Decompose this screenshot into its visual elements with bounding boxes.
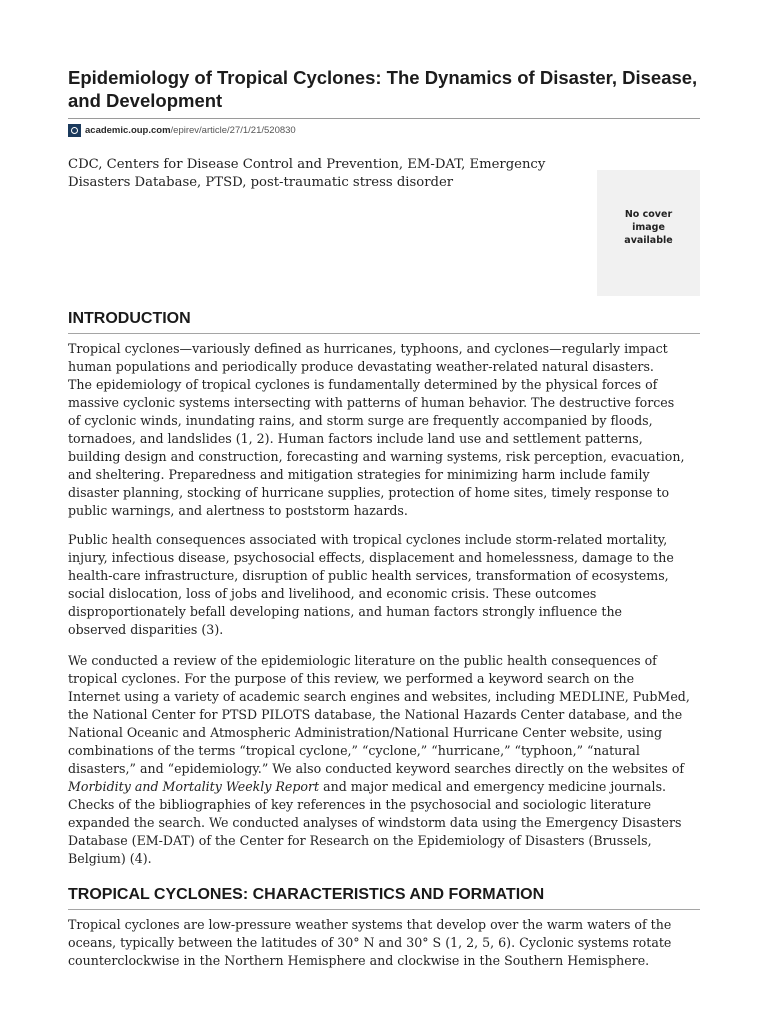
intro-paragraph-1	[68, 340, 700, 520]
cover-placeholder-text: No cover image available	[624, 208, 673, 246]
text-line: tornadoes, and landslides (1, 2). Human factors include land use and settlement patterns,	[68, 431, 643, 446]
text-line: Tropical cyclones are low-pressure weather systems that develop over the warm waters of the	[68, 917, 672, 932]
text-line: social dislocation, loss of jobs and livelihood, and economic crisis. These outcomes	[68, 586, 597, 601]
text-line: and sheltering. Preparedness and mitigation strategies for minimizing harm include family	[68, 467, 650, 482]
text-line: public warnings, and alertness to poststorm hazards.	[68, 503, 408, 518]
text-line: observed disparities (3).	[68, 622, 224, 637]
text-line: expanded the search. We conducted analyses of windstorm data using the Emergency Disasters	[68, 815, 682, 830]
text-line: health-care infrastructure, disruption of public health services, transformation of ecosystems,	[68, 568, 669, 583]
text-line: National Oceanic and Atmospheric Administration/National Hurricane Center website, using	[68, 725, 663, 740]
section-heading-introduction: INTRODUCTION	[68, 310, 191, 327]
text-line: injury, infectious disease, psychosocial effects, displacement and homelessness, damage to the	[68, 550, 674, 565]
text-line: the National Center for PTSD PILOTS database, the National Hazards Center database, and the	[68, 707, 683, 722]
text-line: combinations of the terms “tropical cyclone,” “cyclone,” “hurricane,” “typhoon,” “natural	[68, 743, 640, 758]
section-divider	[68, 909, 700, 910]
text-line: building design and construction, forecasting and warning systems, risk perception, evacuation,	[68, 449, 685, 464]
text-line: of cyclonic winds, inundating rains, and storm surge are frequently accompanied by floods,	[68, 413, 653, 428]
text-line: Database (EM-DAT) of the Center for Research on the Epidemiology of Disasters (Brussels,	[68, 833, 652, 848]
intro-paragraph-3	[68, 652, 700, 868]
text-line: disproportionately befall developing nations, and human factors strongly influence the	[68, 604, 623, 619]
text-line: Public health consequences associated with tropical cyclones include storm-related mortality,	[68, 532, 668, 547]
article-title: Epidemiology of Tropical Cyclones: The Dynamics of Disaster, Disease, and Development	[68, 67, 698, 111]
source-path: /epirev/article/27/1/21/520830	[170, 124, 296, 136]
text-line: Tropical cyclones—variously defined as hurricanes, typhoons, and cyclones—regularly impact	[68, 341, 668, 356]
text-line: Internet using a variety of academic search engines and websites, including MEDLINE, PubMed,	[68, 689, 690, 704]
text-line: human populations and periodically produce devastating weather-related natural disasters.	[68, 359, 654, 374]
text-line: disasters,” and “epidemiology.” We also conducted keyword searches directly on the websites of	[68, 761, 685, 776]
publisher-logo-icon	[68, 124, 81, 137]
text-line: The epidemiology of tropical cyclones is fundamentally determined by the physical forces of	[68, 377, 658, 392]
text-line: tropical cyclones. For the purpose of this review, we performed a keyword search on the	[68, 671, 635, 686]
text-line	[68, 778, 700, 796]
text-line: massive cyclonic systems intersecting with patterns of human behavior. The destructive forces	[68, 395, 675, 410]
text-line: counterclockwise in the Northern Hemisphere and clockwise in the Southern Hemisphere.	[68, 953, 650, 968]
text-line: Belgium) (4).	[68, 851, 152, 866]
section-divider	[68, 333, 700, 334]
section-heading-formation: TROPICAL CYCLONES: CHARACTERISTICS AND FORMATION	[68, 886, 545, 903]
title-divider	[68, 118, 700, 119]
text-fragment: and major medical and emergency medicine journals.	[319, 779, 667, 794]
text-line: Checks of the bibliographies of key references in the psychosocial and sociologic literature	[68, 797, 652, 812]
journal-title: Morbidity and Mortality Weekly Report	[68, 779, 320, 794]
text-line: oceans, typically between the latitudes of 30° N and 30° S (1, 2, 5, 6). Cyclonic systems rotate	[68, 935, 672, 950]
source-domain: academic.oup.com	[85, 124, 171, 136]
text-line: We conducted a review of the epidemiologic literature on the public health consequences of	[68, 653, 657, 668]
source-link[interactable]	[68, 123, 296, 137]
formation-paragraph-1	[68, 916, 700, 970]
text-line: disaster planning, stocking of hurricane supplies, protection of home sites, timely response to	[68, 485, 670, 500]
intro-paragraph-2	[68, 531, 700, 639]
cover-image-placeholder	[597, 170, 700, 296]
abbreviations-text: CDC, Centers for Disease Control and Prevention, EM-DAT, Emergency Disasters Database, PTSD, post-traumatic stress disorder	[68, 157, 546, 190]
